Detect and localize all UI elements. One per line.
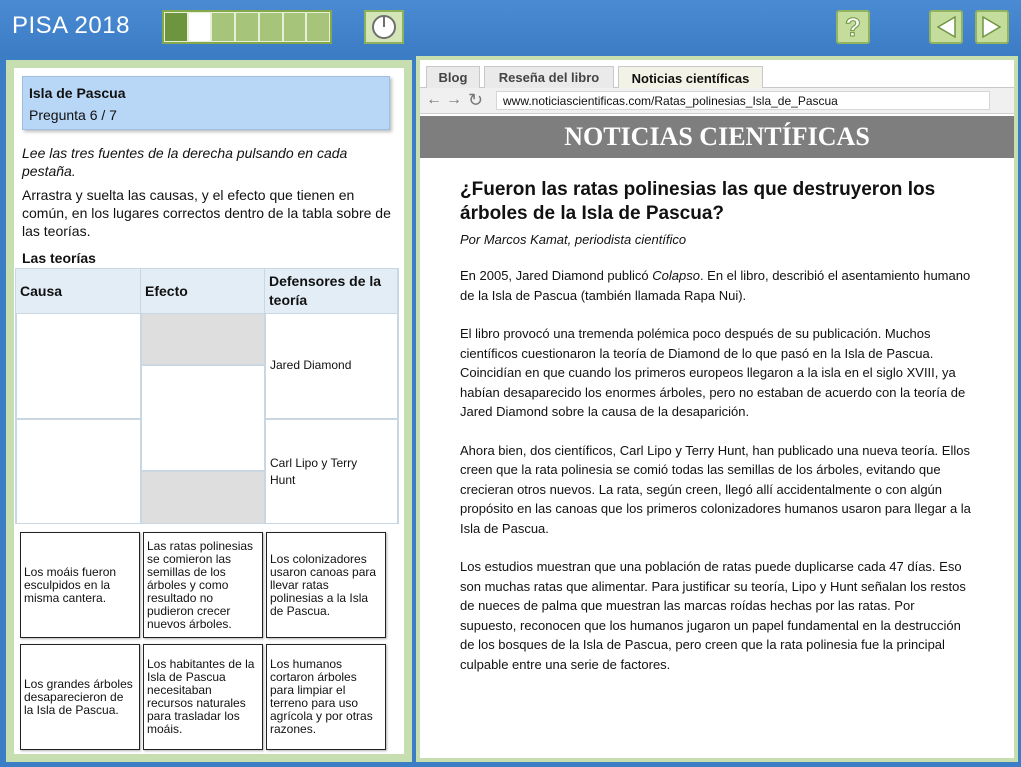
instruction-read-sources: Lee las tres fuentes de la derecha pulsando en cada pestaña. — [22, 145, 348, 179]
draggable-card[interactable]: Los habitantes de la Isla de Pascua necesitaban recursos naturales para trasladar los moáis. — [143, 644, 263, 750]
progress-bar — [162, 10, 332, 44]
supporter-lipo-hunt: Carl Lipo y Terry Hunt — [270, 456, 358, 487]
article-paragraph-3: Ahora bien, dos científicos, Carl Lipo y Terry Hunt, han publicado una nueva teoría. Ellos creen que la rata polinesia se comió todas las semillas de los árboles, evitando que crecieran otros nuevos. La rata, según creen, llegó allí accidentalmente o con algún propósito en las canoas que los primeros colonizadores humanos usaron para llegar a la Isla de Pascua. — [460, 442, 971, 536]
drop-zone-cause-diamond[interactable] — [16, 313, 141, 419]
effect-spacer-top — [141, 313, 265, 365]
browser-window — [420, 60, 1014, 758]
question-header — [22, 76, 390, 130]
drop-zone-effect[interactable] — [141, 365, 265, 471]
progress-segment-current — [189, 13, 211, 41]
question-panel — [6, 60, 412, 762]
article-paragraph-4: Los estudios muestran que una población de ratas puede duplicarse cada 47 días. Eso son muchas ratas que alimentar. Para justificar su teoría, Lipo y Hunt señalan los restos de nueces de palma que muestran las marcas roídas hechas por las ratas. Por supuesto, reconocen que los humanos jugaron un papel fundamental en la destrucción de los bosques de la Isla de Pascua, pero creen que la rata polinesia fue la principal culpable entre una serie de factores. — [460, 559, 966, 672]
back-button[interactable] — [929, 10, 963, 44]
draggable-card[interactable]: Las ratas polinesias se comieron las semillas de los árboles y como resultado no pudieron crecer nuevos árboles. — [143, 532, 263, 638]
browser-tab-bar — [420, 60, 1014, 88]
timer-button[interactable] — [364, 10, 404, 44]
column-header-effect: Efecto — [141, 269, 265, 313]
reload-icon[interactable]: ↻ — [468, 90, 484, 110]
column-header-cause: Causa — [16, 269, 141, 313]
draggable-card[interactable]: Los colonizadores usaron canoas para llevar ratas polinesias a la Isla de Pascua. — [266, 532, 386, 638]
next-button[interactable] — [975, 10, 1009, 44]
article-paragraph-2: El libro provocó una tremenda polémica poco después de su publicación. Muchos científicos cuestionaron la teoría de Diamond de lo que pasó en la Isla de Pascua. Coincidían en que cuando los primeros europeos llegaron a la isla en el siglo XVIII, ya habían desaparecido los enormes árboles, pero no estaban de acuerdo con la teoría de Jared Diamond sobre la causa de la desaparición. — [460, 326, 966, 419]
progress-segment-completed — [165, 13, 187, 41]
tab-book-review[interactable]: Reseña del libro — [484, 66, 614, 88]
book-title: Colapso — [652, 268, 700, 283]
article-byline: Por Marcos Kamat, periodista científico — [460, 232, 687, 247]
draggable-card[interactable]: Los humanos cortaron árboles para limpiar el terreno para uso agrícola y por otras razones. — [266, 644, 386, 750]
draggable-card[interactable]: Los grandes árboles desaparecieron de la Isla de Pascua. — [20, 644, 140, 750]
theories-table — [15, 268, 399, 524]
top-bar — [0, 0, 1021, 56]
progress-segment — [307, 13, 329, 41]
address-bar — [420, 88, 1014, 114]
progress-segment — [212, 13, 234, 41]
back-arrow-icon[interactable]: ← — [426, 91, 442, 108]
column-header-supporters: Defensores de la teoría — [265, 269, 398, 313]
question-content — [14, 68, 404, 754]
article — [460, 178, 972, 674]
paragraph-text: . En el libro, describió el asentamiento humano de la Isla de Pascua (también llamada Rapa Nui). — [460, 268, 971, 303]
site-banner: NOTICIAS CIENTÍFICAS — [420, 116, 1014, 158]
draggable-card[interactable]: Los moáis fueron esculpidos en la misma cantera. — [20, 532, 140, 638]
right-arrow-icon — [981, 15, 1003, 39]
help-button[interactable] — [836, 10, 870, 44]
paragraph-text: En 2005, Jared Diamond publicó — [460, 268, 653, 283]
sources-panel — [416, 56, 1018, 762]
url-field: www.noticiascientificas.com/Ratas_polinesias_Isla_de_Pascua — [496, 91, 990, 110]
tab-science-news[interactable]: Noticias científicas — [618, 66, 763, 89]
progress-segment — [236, 13, 258, 41]
progress-segment — [284, 13, 306, 41]
clock-icon — [371, 14, 397, 40]
effect-spacer-bottom — [141, 471, 265, 524]
app-title: PISA 2018 — [12, 12, 130, 39]
theories-table-title: Las teorías — [22, 250, 96, 266]
instruction-drag-drop: Arrastra y suelta las causas, y el efecto que tienen en común, en los lugares correctos dentro de la tabla sobre de las teorías. — [22, 187, 391, 239]
question-counter: Pregunta 6 / 7 — [29, 107, 117, 123]
drop-zone-cause-lipo-hunt[interactable] — [16, 419, 141, 524]
supporter-jared-diamond: Jared Diamond — [270, 358, 352, 372]
forward-arrow-icon[interactable]: → — [446, 91, 462, 108]
question-mark-icon: ? — [845, 11, 861, 42]
unit-title: Isla de Pascua — [29, 85, 126, 101]
progress-segment — [260, 13, 282, 41]
tab-blog[interactable]: Blog — [426, 66, 480, 88]
left-arrow-icon — [935, 15, 957, 39]
article-title: ¿Fueron las ratas polinesias las que destruyeron los árboles de la Isla de Pascua? — [460, 179, 936, 224]
article-paragraph-1 — [460, 266, 972, 305]
